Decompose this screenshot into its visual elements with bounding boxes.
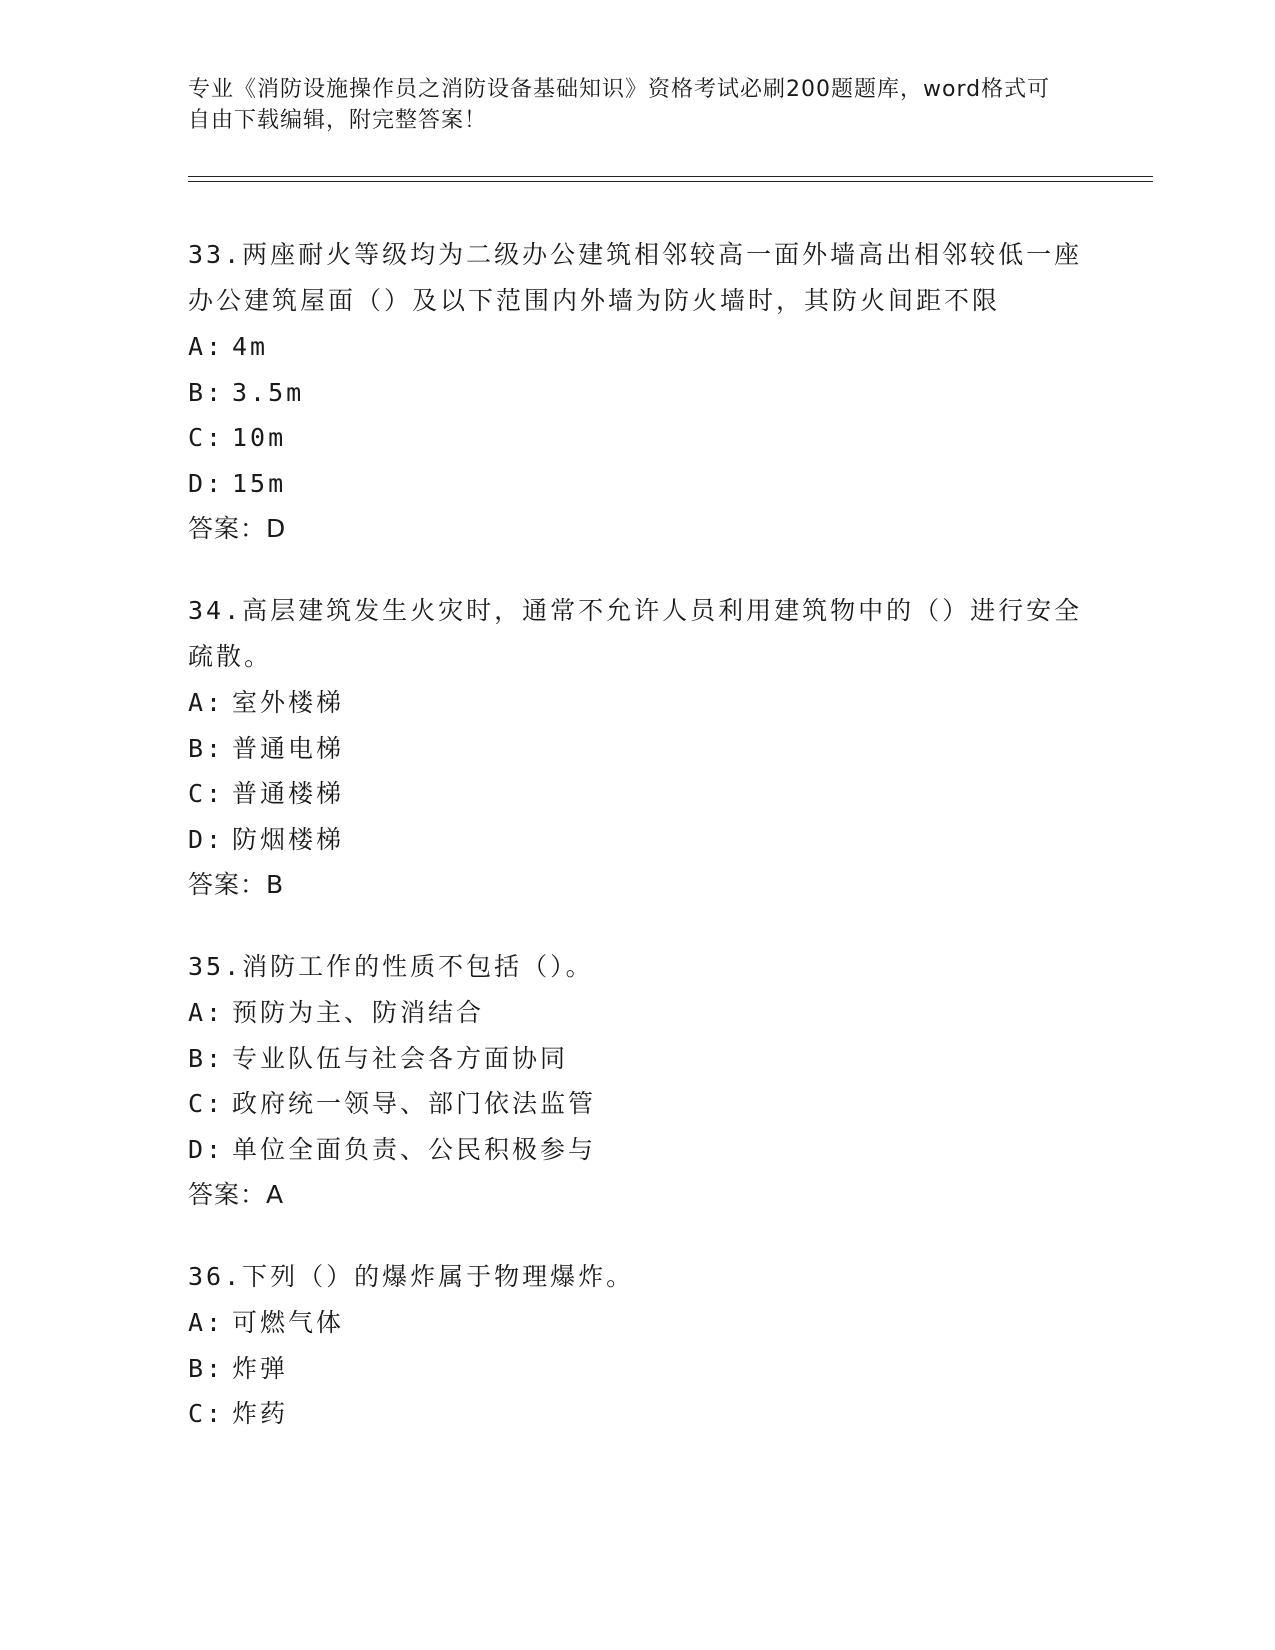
option-label: A:	[188, 332, 225, 361]
option-text: 3.5m	[232, 377, 305, 407]
option-a	[188, 990, 1088, 1036]
question-34	[188, 588, 1088, 908]
option-text: 可燃气体	[232, 1308, 345, 1337]
option-label: A:	[188, 998, 225, 1027]
answer-line: 答案：D	[188, 514, 287, 543]
option-b	[188, 1346, 1088, 1392]
option-label: D:	[188, 1134, 225, 1164]
option-text: 预防为主、防消结合	[232, 998, 485, 1027]
question-list	[188, 232, 1088, 1473]
question-33	[188, 232, 1088, 552]
option-label: D:	[188, 468, 225, 498]
option-label: C:	[188, 779, 225, 808]
option-text: 炸药	[232, 1399, 289, 1428]
option-label: B:	[188, 377, 225, 407]
option-d	[188, 461, 1088, 507]
option-text: 普通电梯	[232, 733, 345, 763]
question-stem: 36.下列（）的爆炸属于物理爆炸。	[188, 1262, 635, 1291]
option-c	[188, 1391, 1088, 1437]
option-text: 单位全面负责、公民积极参与	[232, 1134, 597, 1164]
option-text: 防烟楼梯	[232, 824, 345, 854]
option-d	[188, 1127, 1088, 1173]
option-text: 政府统一领导、部门依法监管	[232, 1089, 597, 1118]
option-text: 炸弹	[232, 1353, 289, 1383]
option-d	[188, 817, 1088, 863]
option-label: C:	[188, 1089, 225, 1118]
option-text: 15m	[232, 468, 287, 498]
option-a	[188, 680, 1088, 726]
option-label: B:	[188, 1353, 225, 1383]
question-stem: 33.两座耐火等级均为二级办公建筑相邻较高一面外墙高出相邻较低一座办公建筑屋面（）及以下范围内外墙为防火墙时，其防火间距不限	[188, 240, 1083, 315]
header-divider-bottom	[188, 181, 1153, 182]
question-36	[188, 1254, 1088, 1437]
option-text: 室外楼梯	[232, 688, 345, 717]
option-label: A:	[188, 688, 225, 717]
option-b	[188, 1036, 1088, 1082]
answer-line: 答案：B	[188, 870, 285, 899]
question-stem: 34.高层建筑发生火灾时，通常不允许人员利用建筑物中的（）进行安全疏散。	[188, 596, 1083, 671]
option-label: C:	[188, 423, 225, 452]
option-label: B:	[188, 733, 225, 763]
option-text: 4m	[232, 332, 269, 361]
option-text: 普通楼梯	[232, 779, 345, 808]
option-label: D:	[188, 824, 225, 854]
option-c	[188, 771, 1088, 817]
option-c	[188, 1081, 1088, 1127]
option-b	[188, 370, 1088, 416]
answer-line: 答案：A	[188, 1180, 285, 1209]
option-text: 10m	[232, 423, 287, 452]
option-text: 专业队伍与社会各方面协同	[232, 1043, 569, 1073]
option-label: C:	[188, 1399, 225, 1428]
option-label: A:	[188, 1308, 225, 1337]
question-stem: 35.消防工作的性质不包括（）。	[188, 952, 594, 981]
option-a	[188, 324, 1088, 370]
option-a	[188, 1300, 1088, 1346]
option-b	[188, 726, 1088, 772]
question-35	[188, 944, 1088, 1218]
document-header: 专业《消防设施操作员之消防设备基础知识》资格考试必刷200题题库，word格式可自由下载编辑，附完整答案！	[188, 77, 1051, 133]
option-label: B:	[188, 1043, 225, 1073]
header-divider-top	[188, 176, 1153, 177]
option-c	[188, 415, 1088, 461]
